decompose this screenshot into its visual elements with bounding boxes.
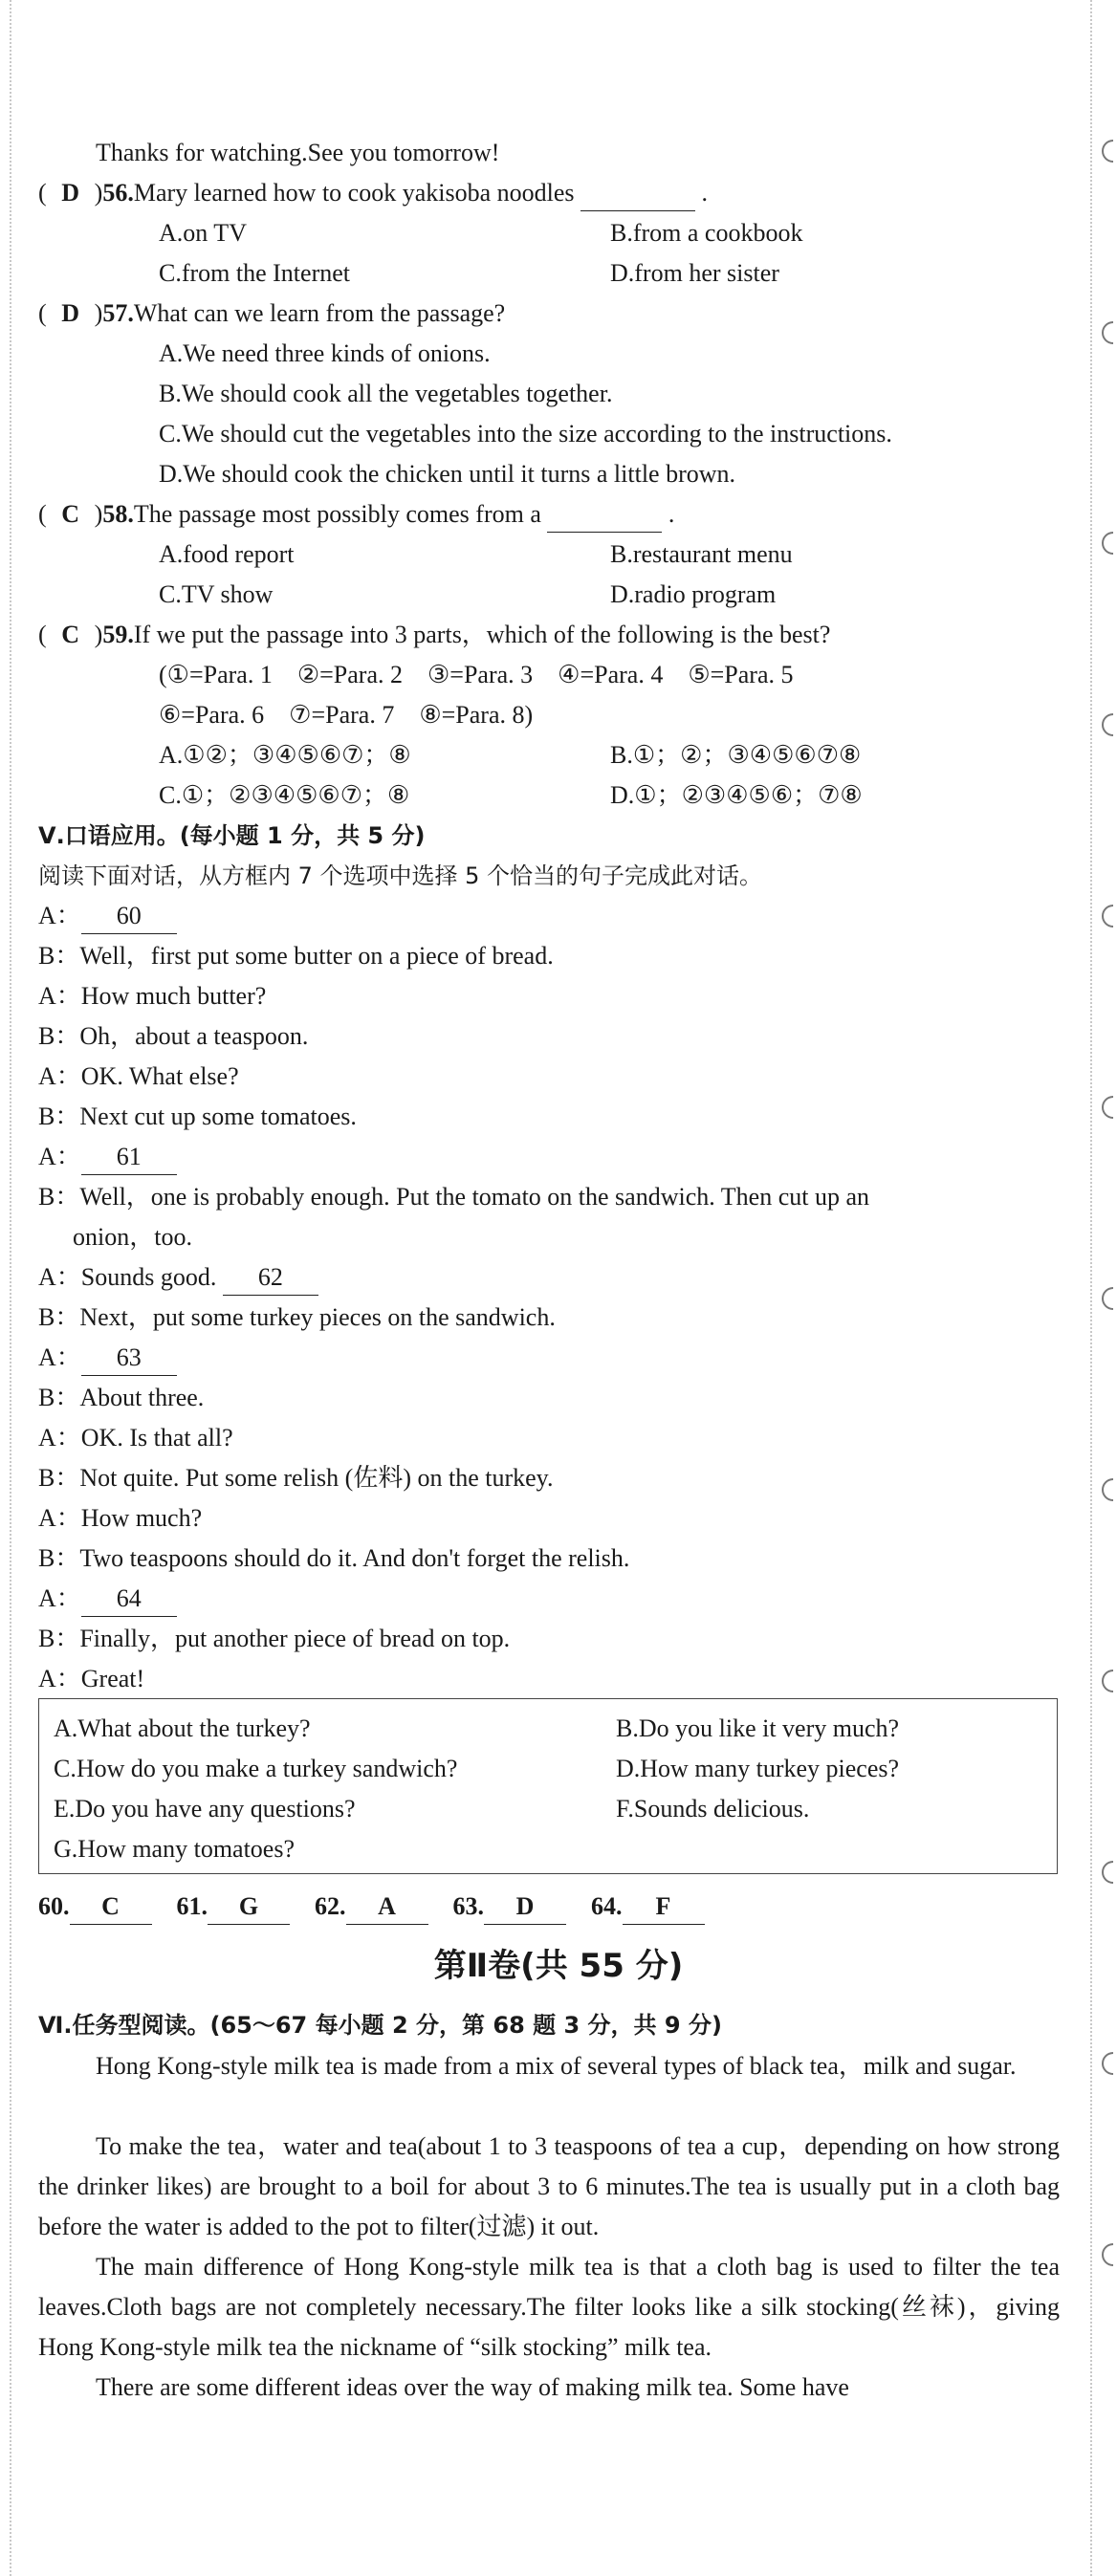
dialogue-text: Sounds good. — [80, 1263, 223, 1291]
section-5-title: Ⅴ.口语应用。(每小题 1 分，共 5 分) — [38, 822, 426, 849]
dialogue-blank: 63 — [81, 1341, 177, 1376]
question-57: ( D )57.What can we learn from the passage? — [38, 296, 505, 331]
dialogue-blank: 64 — [81, 1582, 177, 1617]
dialogue-text: onion，too. — [73, 1223, 192, 1251]
option-56-d: D.from her sister — [610, 259, 779, 287]
dialogue-line — [73, 1220, 192, 1255]
dialogue-blank: 62 — [223, 1260, 318, 1296]
option-56-c: C.from the Internet — [159, 259, 350, 287]
answer-key-value: D — [484, 1889, 566, 1925]
edge-mark — [1102, 1670, 1113, 1692]
left-binding-line — [10, 0, 11, 2576]
answer-blank — [547, 497, 662, 533]
question-stem: What can we learn from the passage? — [133, 299, 506, 327]
dialogue-line — [38, 1180, 869, 1214]
speaker-label: B： — [38, 1625, 80, 1652]
dialogue-text: Well，first put some butter on a piece of bread. — [79, 942, 554, 970]
speaker-label: B： — [38, 1384, 80, 1411]
dialogue-text: Finally，put another piece of bread on top. — [79, 1625, 511, 1652]
speaker-label: B： — [38, 1022, 80, 1050]
speaker-label: B： — [38, 1544, 80, 1572]
dialogue-line — [38, 1341, 177, 1376]
dialogue-line — [38, 1622, 510, 1656]
part-2-title: 第Ⅱ卷(共 55 分) — [433, 1947, 684, 1985]
edge-mark — [1102, 321, 1113, 344]
question-56: ( D )56.Mary learned how to cook yakisoba noodles . — [38, 176, 708, 211]
question-stem: Mary learned how to cook yakisoba noodles — [133, 179, 575, 207]
answer-key-number: 62. — [315, 1892, 346, 1920]
speaker-label: B： — [38, 1183, 80, 1211]
dialogue-text: Next cut up some tomatoes. — [79, 1102, 357, 1130]
answer-blank — [580, 176, 695, 211]
answer-key-number: 64. — [591, 1892, 623, 1920]
question-58: ( C )58.The passage most possibly comes from a . — [38, 497, 674, 533]
option-box-b: B.Do you like it very much? — [616, 1714, 900, 1742]
dialogue-line — [38, 1501, 202, 1536]
option-box-a: A.What about the turkey? — [54, 1714, 311, 1742]
dialogue-blank: 60 — [81, 899, 177, 934]
dialogue-text: Well，one is probably enough. Put the tomato on the sandwich. Then cut up an — [79, 1183, 870, 1211]
option-box-d: D.How many turkey pieces? — [616, 1755, 900, 1782]
speaker-label: A： — [38, 1504, 81, 1532]
dialogue-text: Two teaspoons should do it. And don't forget the relish. — [79, 1544, 630, 1572]
question-number: 59. — [102, 621, 134, 648]
dialogue-line — [38, 1100, 357, 1134]
speaker-label: B： — [38, 1102, 80, 1130]
option-box-e: E.Do you have any questions? — [54, 1795, 356, 1823]
speaker-label: A： — [38, 1665, 81, 1692]
option-57-d: D.We should cook the chicken until it turns a little brown. — [159, 460, 736, 488]
option-59-d: D.①；②③④⑤⑥；⑦⑧ — [610, 781, 863, 809]
question-end: . — [668, 500, 675, 528]
dialogue-line — [38, 899, 177, 934]
dialogue-text: Great! — [80, 1665, 145, 1692]
edge-mark — [1102, 140, 1113, 163]
dialogue-line — [38, 1019, 308, 1054]
dialogue-line — [38, 1300, 556, 1335]
edge-mark — [1102, 1096, 1113, 1119]
dialogue-line — [38, 1461, 553, 1495]
answer-key-number: 61. — [176, 1892, 208, 1920]
dialogue-text: OK. Is that all? — [80, 1424, 233, 1452]
answer-56: D — [61, 179, 80, 207]
intro-line: Thanks for watching.See you tomorrow! — [96, 139, 500, 166]
dialogue-line — [38, 1140, 177, 1175]
option-59-a: A.①②；③④⑤⑥⑦；⑧ — [159, 741, 411, 769]
dialogue-line — [38, 1582, 177, 1617]
option-58-d: D.radio program — [610, 580, 777, 608]
edge-marks — [1094, 0, 1117, 2576]
edge-mark — [1102, 1478, 1113, 1501]
dialogue-line — [38, 1059, 239, 1094]
question-stem: The passage most possibly comes from a — [133, 500, 541, 528]
reading-paragraph-4: There are some different ideas over the way of making milk tea. Some have — [96, 2373, 849, 2401]
section-6-title: Ⅵ.任务型阅读。(65～67 每小题 2 分，第 68 题 3 分，共 9 分) — [38, 2012, 722, 2039]
speaker-label: A： — [38, 902, 81, 929]
reading-paragraph-1: Hong Kong-style milk tea is made from a mix of several types of black tea，milk and sugar. — [96, 2052, 1017, 2080]
dialogue-line — [38, 939, 554, 973]
answer-57: D — [61, 299, 80, 327]
dialogue-text: How much butter? — [80, 982, 267, 1010]
question-number: 56. — [102, 179, 134, 207]
speaker-label: A： — [38, 1263, 81, 1291]
dialogue-blank: 61 — [81, 1140, 177, 1175]
section-5-instruction: 阅读下面对话，从方框内 7 个选项中选择 5 个恰当的句子完成此对话。 — [38, 862, 763, 889]
answer-key-value: A — [346, 1889, 428, 1925]
option-59-b: B.①；②；③④⑤⑥⑦⑧ — [610, 741, 862, 769]
dialogue-line — [38, 1260, 318, 1296]
answer-58: C — [61, 500, 80, 528]
dialogue-text: Not quite. Put some relish (佐料) on the turkey. — [79, 1464, 554, 1492]
dialogue-text: Oh，about a teaspoon. — [79, 1022, 309, 1050]
dialogue-line — [38, 1381, 204, 1415]
reading-paragraph-3: The main difference of Hong Kong-style milk tea is that a cloth bag is used to filter the tea leaves.Cloth bags are not completely necessary.The filter looks like a silk stocking(丝袜)，giving Hong Kong-style milk tea the nickname of “silk stocking” milk tea. — [38, 2253, 1060, 2361]
paragraph-key-1: (①=Para. 1 ②=Para. 2 ③=Para. 3 ④=Para. 4 ⑤=Para. 5 — [159, 661, 794, 688]
option-58-a: A.food report — [159, 540, 295, 568]
answer-key-number: 63. — [452, 1892, 484, 1920]
option-57-b: B.We should cook all the vegetables together. — [159, 380, 613, 407]
edge-mark — [1102, 532, 1113, 555]
answer-key-value: G — [208, 1889, 290, 1925]
dialogue-text: How much? — [80, 1504, 203, 1532]
answer-key-value: F — [623, 1889, 705, 1925]
answer-key-value: C — [70, 1889, 152, 1925]
answer-key — [38, 1889, 705, 1925]
answer-key-number: 60. — [38, 1892, 70, 1920]
question-59: ( C )59.If we put the passage into 3 parts，which of the following is the best? — [38, 618, 830, 652]
speaker-label: A： — [38, 1343, 81, 1371]
edge-mark — [1102, 2243, 1113, 2266]
speaker-label: A： — [38, 1584, 81, 1612]
right-binding-line — [1090, 0, 1092, 2576]
option-56-b: B.from a cookbook — [610, 219, 803, 247]
dialogue-text: About three. — [79, 1384, 205, 1411]
option-57-a: A.We need three kinds of onions. — [159, 339, 491, 367]
option-56-a: A.on TV — [159, 219, 247, 247]
question-number: 57. — [102, 299, 134, 327]
speaker-label: A： — [38, 1424, 81, 1452]
paragraph-key-2: ⑥=Para. 6 ⑦=Para. 7 ⑧=Para. 8) — [159, 701, 534, 729]
dialogue-text: Next，put some turkey pieces on the sandwich. — [79, 1303, 556, 1331]
speaker-label: A： — [38, 1143, 81, 1170]
speaker-label: A： — [38, 982, 81, 1010]
dialogue-line — [38, 1541, 629, 1576]
option-58-c: C.TV show — [159, 580, 274, 608]
edge-mark — [1102, 905, 1113, 928]
dialogue-text: OK. What else? — [80, 1062, 239, 1090]
edge-mark — [1102, 2052, 1113, 2075]
option-58-b: B.restaurant menu — [610, 540, 793, 568]
dialogue-line — [38, 1421, 233, 1455]
option-box-c: C.How do you make a turkey sandwich? — [54, 1755, 458, 1782]
edge-mark — [1102, 713, 1113, 736]
edge-mark — [1102, 1861, 1113, 1884]
answer-59: C — [61, 621, 80, 648]
option-box-f: F.Sounds delicious. — [616, 1795, 810, 1823]
option-59-c: C.①；②③④⑤⑥⑦；⑧ — [159, 781, 410, 809]
speaker-label: A： — [38, 1062, 81, 1090]
edge-mark — [1102, 1287, 1113, 1310]
dialogue-line — [38, 979, 266, 1014]
speaker-label: B： — [38, 1464, 80, 1492]
question-stem: If we put the passage into 3 parts，which of the following is the best? — [133, 621, 831, 648]
option-57-c: C.We should cut the vegetables into the size according to the instructions. — [159, 420, 892, 448]
question-end: . — [701, 179, 709, 207]
reading-paragraph-2: To make the tea，water and tea(about 1 to 3 teaspoons of tea a cup，depending on how strong the drinker likes) are brought to a boil for about 3 to 6 minutes.The tea is usually put in a cloth bag before the water is added to the pot to filter(过滤) it out. — [38, 2132, 1060, 2240]
speaker-label: B： — [38, 1303, 80, 1331]
question-number: 58. — [102, 500, 134, 528]
speaker-label: B： — [38, 942, 80, 970]
dialogue-line — [38, 1662, 144, 1696]
option-box-g: G.How many tomatoes? — [54, 1835, 296, 1863]
